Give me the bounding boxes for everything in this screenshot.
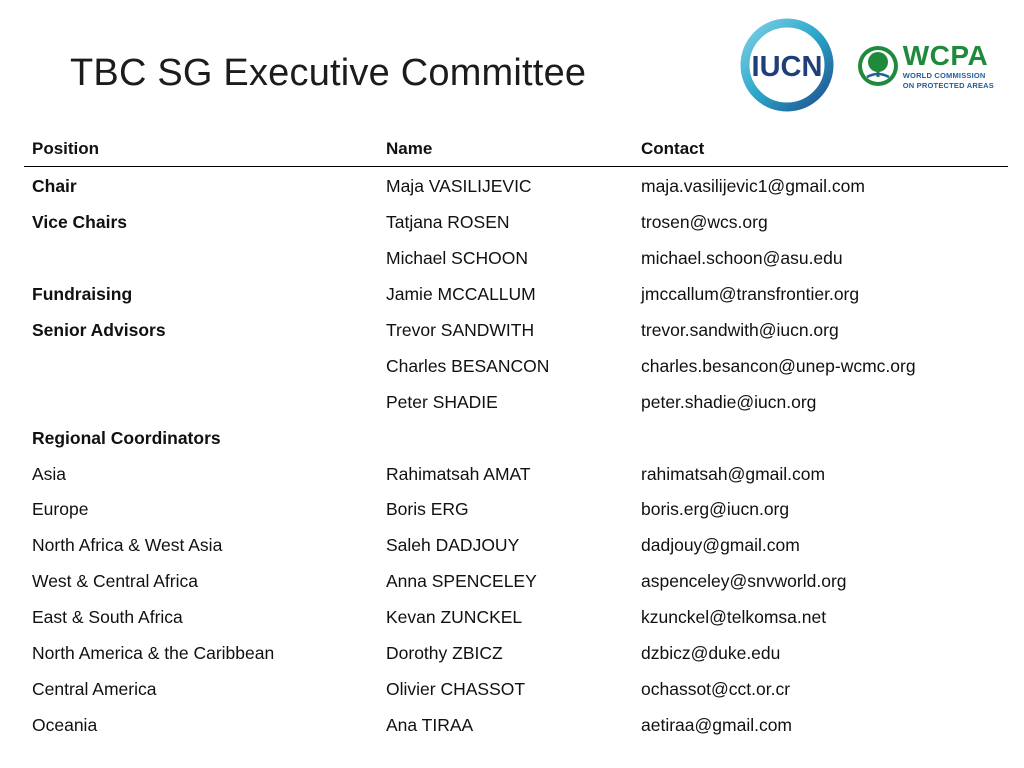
header-contact: Contact	[641, 139, 705, 158]
table-row	[24, 348, 1008, 384]
logo-group	[739, 18, 994, 113]
position-cell: Europe	[32, 499, 89, 520]
contact-cell: dadjouy@gmail.com	[641, 535, 800, 556]
table-row	[24, 492, 1008, 528]
position-cell: Senior Advisors	[32, 320, 166, 340]
position-cell: East & South Africa	[32, 607, 183, 628]
name-cell: Rahimatsah AMAT	[386, 463, 531, 484]
wcpa-subtitle-line2: ON PROTECTED AREAS	[902, 80, 994, 90]
table-row	[24, 313, 1008, 349]
name-cell: Saleh DADJOUY	[386, 535, 520, 556]
slide-title: TBC SG Executive Committee	[70, 52, 587, 94]
table-row	[24, 169, 1008, 205]
wcpa-wordmark: WCPA	[902, 40, 989, 71]
name-cell: Peter SHADIE	[386, 391, 498, 412]
contact-cell: aspenceley@snvworld.org	[641, 571, 847, 592]
name-cell: Maja VASILIJEVIC	[386, 176, 532, 197]
contact-cell: kzunckel@telkomsa.net	[641, 607, 827, 628]
iucn-logo	[739, 18, 839, 113]
table-body	[24, 167, 1008, 743]
name-cell: Charles BESANCON	[386, 355, 550, 376]
contact-cell: trosen@wcs.org	[641, 212, 768, 233]
tree-icon	[857, 45, 899, 87]
contact-cell: peter.shadie@iucn.org	[641, 391, 817, 412]
wcpa-subtitle-line1: WORLD COMMISSION	[902, 71, 986, 80]
table-row	[24, 241, 1008, 277]
contact-cell: trevor.sandwith@iucn.org	[641, 320, 839, 340]
position-cell: West & Central Africa	[32, 571, 198, 592]
contact-cell: boris.erg@iucn.org	[641, 499, 790, 520]
position-cell: Asia	[32, 463, 67, 484]
table-row	[24, 671, 1008, 707]
contact-cell: michael.schoon@asu.edu	[641, 248, 843, 269]
table-row	[24, 636, 1008, 672]
iucn-wordmark: IUCN	[751, 51, 823, 83]
table-row	[24, 205, 1008, 241]
contact-cell: ochassot@cct.or.cr	[641, 678, 791, 699]
table-row	[24, 456, 1008, 492]
position-cell: Oceania	[32, 714, 98, 735]
name-cell: Kevan ZUNCKEL	[386, 607, 523, 628]
committee-table	[24, 132, 1008, 743]
position-cell: North America & the Caribbean	[32, 643, 275, 664]
position-cell: Regional Coordinators	[32, 427, 221, 448]
name-cell: Dorothy ZBICZ	[386, 643, 503, 664]
position-cell: Central America	[32, 678, 157, 699]
name-cell: Trevor SANDWITH	[386, 320, 535, 340]
name-cell: Olivier CHASSOT	[386, 678, 526, 699]
position-cell: North Africa & West Asia	[32, 535, 223, 556]
table-header	[24, 132, 1008, 167]
name-cell: Anna SPENCELEY	[386, 571, 537, 592]
contact-cell: aetiraa@gmail.com	[641, 714, 793, 735]
table-row	[24, 564, 1008, 600]
wcpa-logo	[857, 42, 994, 89]
table-row	[24, 600, 1008, 636]
table-row	[24, 384, 1008, 420]
header-position: Position	[32, 139, 100, 158]
name-cell: Boris ERG	[386, 499, 469, 520]
name-cell: Michael SCHOON	[386, 248, 528, 269]
name-cell: Jamie MCCALLUM	[386, 284, 536, 305]
table-row	[24, 707, 1008, 743]
header-name: Name	[386, 139, 433, 158]
iucn-globe-icon	[739, 18, 839, 113]
contact-cell: charles.besancon@unep-wcmc.org	[641, 355, 916, 376]
position-cell: Chair	[32, 176, 77, 197]
contact-cell: jmccallum@transfrontier.org	[641, 284, 860, 305]
name-cell: Tatjana ROSEN	[386, 212, 510, 233]
table-row	[24, 528, 1008, 564]
contact-cell: maja.vasilijevic1@gmail.com	[641, 176, 865, 197]
position-cell: Vice Chairs	[32, 212, 128, 233]
table-row	[24, 277, 1008, 313]
table-row	[24, 420, 1008, 456]
contact-cell: dzbicz@duke.edu	[641, 643, 781, 664]
name-cell: Ana TIRAA	[386, 714, 474, 735]
position-cell: Fundraising	[32, 284, 133, 305]
contact-cell: rahimatsah@gmail.com	[641, 463, 826, 484]
